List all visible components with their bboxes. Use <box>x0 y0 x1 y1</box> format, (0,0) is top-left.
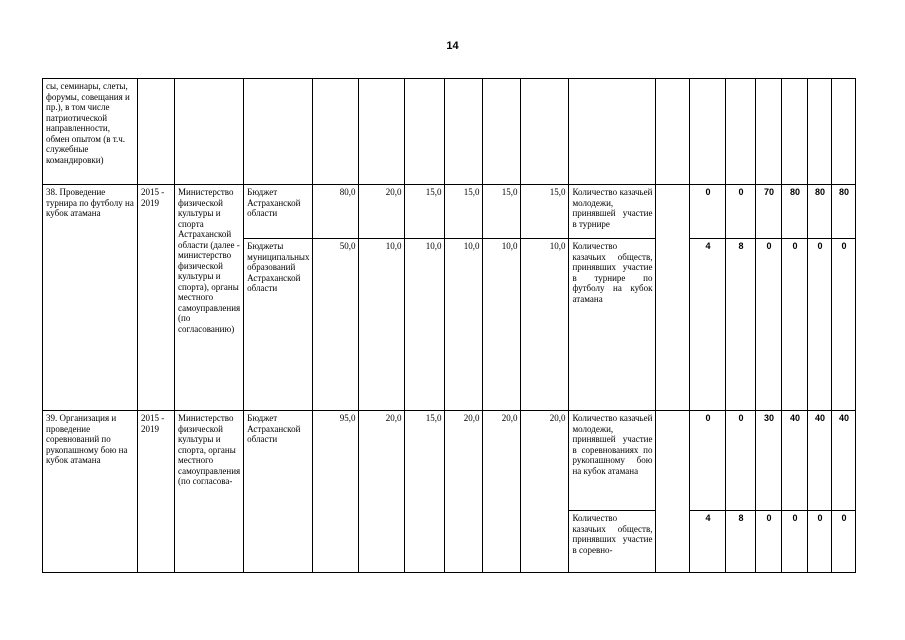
value-cell: 0 <box>782 239 808 411</box>
value-cell: 8 <box>726 511 756 573</box>
funding-source-cell: Бюджет Астраханской области <box>244 411 313 573</box>
indicator-cell: Количество казачьей молодежи, принявшей участие в турнире <box>569 185 656 239</box>
continuation-row <box>43 79 856 185</box>
amount-cell <box>313 79 359 185</box>
empty-cell <box>656 79 690 185</box>
value-cell: 0 <box>756 511 782 573</box>
amount-cell: 15,0 <box>405 411 445 573</box>
value-cell <box>690 79 726 185</box>
amount-cell: 10,0 <box>483 239 521 411</box>
value-cell: 30 <box>756 411 782 511</box>
value-cell: 0 <box>782 511 808 573</box>
period-cell <box>138 79 175 185</box>
amount-cell: 80,0 <box>313 185 359 239</box>
executor-cell: Министерство физической культуры и спорта, органы местного самоуправления (по согласова- <box>175 411 244 573</box>
value-cell: 0 <box>756 239 782 411</box>
value-cell: 0 <box>690 185 726 239</box>
page-number: 14 <box>446 40 459 52</box>
value-cell: 40 <box>808 411 832 511</box>
value-cell: 8 <box>726 239 756 411</box>
value-cell: 80 <box>832 185 856 239</box>
value-cell <box>782 79 808 185</box>
value-cell <box>832 79 856 185</box>
amount-cell <box>405 79 445 185</box>
amount-cell: 20,0 <box>521 411 569 573</box>
amount-cell: 20,0 <box>483 411 521 573</box>
amount-cell: 10,0 <box>445 239 483 411</box>
executor-cell <box>175 79 244 185</box>
amount-cell: 10,0 <box>359 239 405 411</box>
value-cell <box>756 79 782 185</box>
value-cell: 40 <box>782 411 808 511</box>
indicator-cell <box>569 79 656 185</box>
period-cell: 2015 - 2019 <box>138 185 175 411</box>
funding-source-cell: Бюджет Астраханской области <box>244 185 313 239</box>
value-cell <box>808 79 832 185</box>
value-cell: 80 <box>782 185 808 239</box>
value-cell: 0 <box>726 411 756 511</box>
value-cell: 4 <box>690 511 726 573</box>
value-cell: 4 <box>690 239 726 411</box>
amount-cell: 95,0 <box>313 411 359 573</box>
funding-source-cell <box>244 79 313 185</box>
amount-cell: 10,0 <box>405 239 445 411</box>
activity-cell: 39. Организация и проведение соревнований по рукопашному бою на кубок атамана <box>43 411 138 573</box>
period-cell: 2015 - 2019 <box>138 411 175 573</box>
indicator-cell: Количество казачьей молодежи, принявшей участие в соревнованиях по рукопашному бою на кубок атамана <box>569 411 656 511</box>
activity-cell: 38. Проведение турнира по футболу на кубок атамана <box>43 185 138 411</box>
amount-cell: 20,0 <box>359 411 405 573</box>
amount-cell <box>445 79 483 185</box>
empty-cell <box>656 185 690 411</box>
activity-cell: сы, семинары, слеты, форумы, совещания и пр.), в том числе патриотической направленности, обмен опытом (в т.ч. служебные командировки) <box>43 79 138 185</box>
empty-cell <box>656 411 690 573</box>
value-cell: 70 <box>756 185 782 239</box>
indicator-cell: Количество казачьих обществ, принявших участие в турнире по футболу на кубок атамана <box>569 239 656 411</box>
amount-cell: 15,0 <box>445 185 483 239</box>
amount-cell: 15,0 <box>405 185 445 239</box>
amount-cell: 15,0 <box>521 185 569 239</box>
value-cell: 80 <box>808 185 832 239</box>
value-cell: 0 <box>808 239 832 411</box>
value-cell: 0 <box>832 239 856 411</box>
amount-cell: 15,0 <box>483 185 521 239</box>
value-cell: 0 <box>808 511 832 573</box>
program-table <box>42 78 856 573</box>
value-cell: 0 <box>726 185 756 239</box>
value-cell: 0 <box>690 411 726 511</box>
indicator-cell: Количество казачьих обществ, принявших участие в соревно- <box>569 511 656 573</box>
amount-cell <box>483 79 521 185</box>
value-cell: 40 <box>832 411 856 511</box>
amount-cell: 20,0 <box>445 411 483 573</box>
table-row <box>43 185 856 239</box>
funding-source-cell: Бюджеты муниципальных образований Астраханской области <box>244 239 313 411</box>
amount-cell <box>521 79 569 185</box>
amount-cell: 50,0 <box>313 239 359 411</box>
value-cell: 0 <box>832 511 856 573</box>
amount-cell <box>359 79 405 185</box>
executor-cell: Министерство физической культуры и спорта Астраханской области (далее - министерство физической культуры и спорта), органы местного самоуправления (по согласованию) <box>175 185 244 411</box>
table-row <box>43 411 856 511</box>
amount-cell: 10,0 <box>521 239 569 411</box>
value-cell <box>726 79 756 185</box>
amount-cell: 20,0 <box>359 185 405 239</box>
